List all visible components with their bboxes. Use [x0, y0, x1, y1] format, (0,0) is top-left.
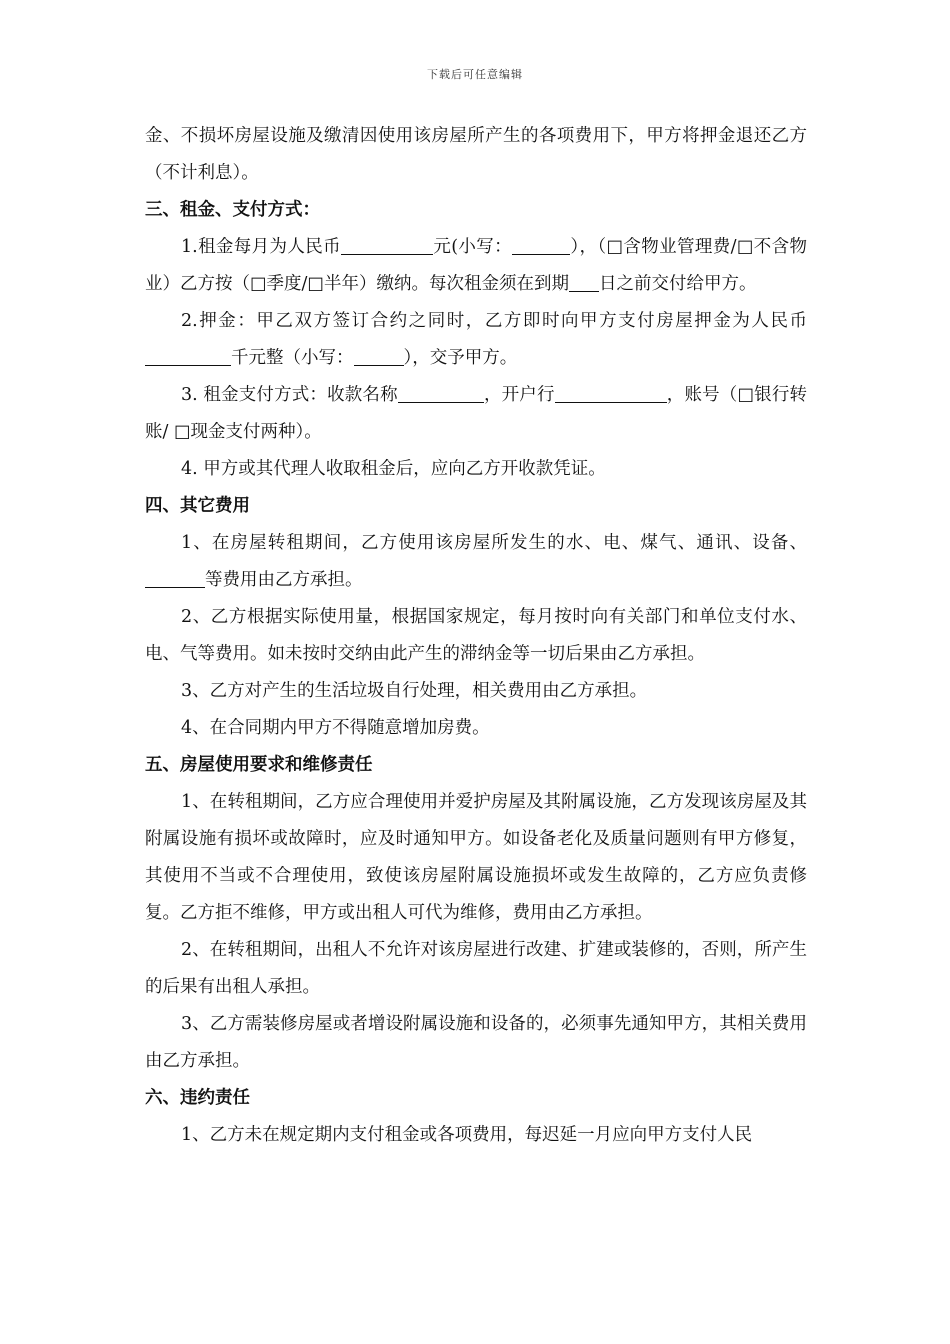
- fees-text-b: 等费用由乙方承担。: [205, 570, 363, 590]
- section-5-title: 五、房屋使用要求和维修责任: [145, 755, 373, 775]
- section-6-title: 六、违约责任: [145, 1088, 250, 1108]
- rent-lowercase-blank: [512, 234, 570, 255]
- maintenance-clause-3: 3、乙方需装修房屋或者增设附属设施和设备的，必须事先通知甲方，其相关费用由乙方承担。: [145, 1014, 807, 1071]
- other-fees-clause-4: 4、在合同期内甲方不得随意增加房费。: [181, 718, 490, 738]
- paragraph-deposit-return: 金、不损坏房屋设施及缴清因使用该房屋所产生的各项费用下，甲方将押金退还乙方（不计利息）。: [145, 126, 807, 183]
- other-fees-clause-2: 2、乙方根据实际使用量，根据国家规定，每月按时向有关部门和单位支付水、电、气等费用。如未按时交纳由此产生的滞纳金等一切后果由乙方承担。: [145, 607, 807, 664]
- breach-clause-1: 1、乙方未在规定期内支付租金或各项费用，每迟延一月应向甲方支付人民: [181, 1125, 753, 1145]
- payee-name-blank: [398, 382, 484, 403]
- rent-amount-blank: [341, 234, 433, 255]
- other-fees-clause-3: 3、乙方对产生的生活垃圾自行处理，相关费用由乙方承担。: [181, 681, 648, 701]
- other-fees-blank: [145, 567, 205, 588]
- rent-clause-1: [145, 229, 807, 303]
- section-4-title: 四、其它费用: [145, 496, 250, 516]
- deposit-clause-2: [145, 303, 807, 377]
- deposit-text-c: ），交予甲方。: [403, 348, 518, 368]
- header-note: 下载后可任意编辑: [427, 68, 523, 81]
- rent-text-d: 日之前交付给甲方。: [598, 274, 757, 294]
- contract-body: [145, 118, 807, 1154]
- payment-method-clause-3: [145, 377, 807, 451]
- rent-text-c: ），（□含物业管理费/□不含物业）乙方按（□季度/□半年）缴纳。每次租金须在到期: [145, 237, 807, 294]
- receipt-clause-4: 4. 甲方或其代理人收取租金后，应向乙方开收款凭证。: [181, 459, 606, 479]
- bank-name-blank: [555, 382, 667, 403]
- deposit-amount-blank: [145, 345, 231, 366]
- payment-text-a: 3. 租金支付方式：收款名称: [181, 385, 398, 405]
- other-fees-clause-1: [145, 525, 807, 599]
- maintenance-clause-1: 1、在转租期间，乙方应合理使用并爱护房屋及其附属设施，乙方发现该房屋及其附属设施有损坏或故障时，应及时通知甲方。如设备老化及质量问题则有甲方修复，其使用不当或不合理使用，致使该房屋附属设施损坏或发生故障的，乙方应负责修复。乙方拒不维修，甲方或出租人可代为维修，费用由乙方承担。: [145, 792, 807, 923]
- rent-text-a: 1.租金每月为人民币: [181, 237, 341, 257]
- section-3-title: 三、租金、支付方式：: [145, 200, 320, 220]
- deposit-lowercase-blank: [354, 345, 404, 366]
- payment-text-c: ，账号（□银行转账/ □现金支付两种）。: [145, 385, 807, 442]
- due-day-blank: [569, 271, 599, 292]
- rent-text-b: 元(小写：: [433, 237, 513, 257]
- maintenance-clause-2: 2、在转租期间，出租人不允许对该房屋进行改建、扩建或装修的，否则，所产生的后果有出租人承担。: [145, 940, 807, 997]
- fees-text-a: 1、在房屋转租期间，乙方使用该房屋所发生的水、电、煤气、通讯、设备、: [181, 533, 807, 553]
- deposit-text-a: 2.押金：甲乙双方签订合约之同时，乙方即时向甲方支付房屋押金为人民币: [181, 311, 807, 331]
- deposit-text-b: 千元整（小写：: [231, 348, 354, 368]
- payment-text-b: ，开户行: [483, 385, 555, 405]
